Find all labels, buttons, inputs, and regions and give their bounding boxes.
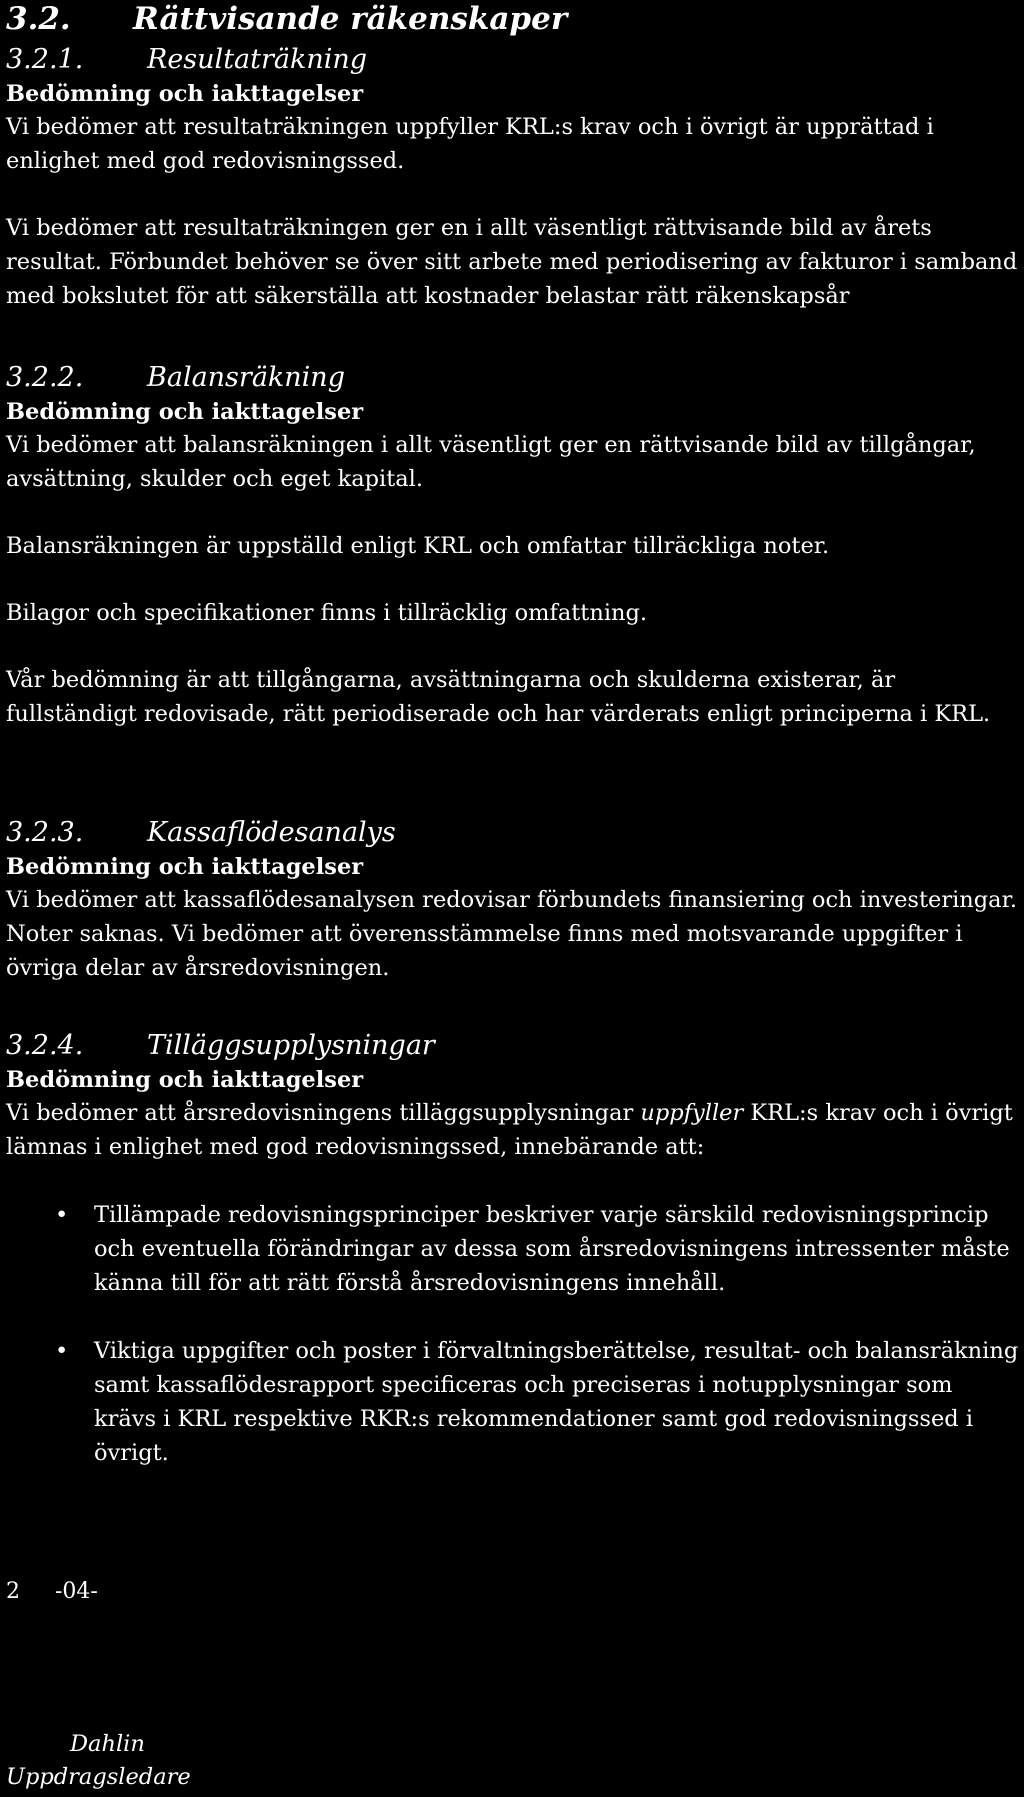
intro-text: Vi bedömer att årsredovisningens tilläggsupplysningar bbox=[6, 1100, 641, 1126]
subsection-title: Balansräkning bbox=[147, 362, 345, 393]
list-item bbox=[6, 1334, 1021, 1470]
assessment-label: Bedömning och iakttagelser bbox=[6, 81, 364, 107]
footer-date: 2 -04- bbox=[6, 1579, 98, 1604]
assessment-label: Bedömning och iakttagelser bbox=[6, 1067, 364, 1093]
subsection-heading bbox=[6, 360, 1021, 396]
paragraph: Bilagor och specifikationer finns i tillräcklig omfattning. bbox=[6, 600, 648, 626]
subsection-title: Kassaflödesanalys bbox=[147, 817, 396, 848]
paragraph: Vi bedömer att balansräkningen i allt väsentligt ger en rättvisande bild av tillgångar, avsättning, skulder och eget kapital. bbox=[6, 432, 976, 492]
subsection-heading bbox=[6, 42, 1021, 78]
paragraph: Vi bedömer att resultaträkningen uppfyller KRL:s krav och i övrigt är upprättad i enlighet med god redovisningssed. bbox=[6, 114, 934, 174]
subsection-tillaggsupplysningar bbox=[6, 1028, 1021, 1504]
signature-role: Uppdragsledare bbox=[6, 1764, 191, 1790]
list-item-text: Tillämpade redovisningsprinciper beskriver varje särskild redovisningsprincip och eventuella förändringar av dessa som årsredovisningens intressenter måste känna till för att rätt förstå årsredovisningens innehåll. bbox=[94, 1202, 1010, 1296]
subsection-balansrakning bbox=[6, 360, 1021, 731]
subsection-number: 3.2.2. bbox=[6, 362, 84, 393]
bullet-icon: • bbox=[55, 1202, 69, 1228]
list-item-text: Viktiga uppgifter och poster i förvaltningsberättelse, resultat- och balansräkning samt kassaflödesrapport specificeras och preciseras i notupplysningar som krävs i KRL respektive RKR:s rekommendationer samt god redovisningssed i övrigt. bbox=[94, 1338, 1019, 1466]
subsection-heading bbox=[6, 815, 1021, 851]
signature-name: Dahlin bbox=[70, 1731, 145, 1757]
section-title: Rättvisande räkenskaper bbox=[133, 1, 568, 37]
subsection-number: 3.2.3. bbox=[6, 817, 84, 848]
section-number: 3.2. bbox=[6, 1, 71, 37]
intro-emphasis: uppfyller bbox=[640, 1100, 744, 1126]
assessment-label: Bedömning och iakttagelser bbox=[6, 399, 364, 425]
subsection-kassaflodesanalys bbox=[6, 815, 1021, 985]
subsection-title: Resultaträkning bbox=[147, 44, 368, 75]
subsection-resultatrakning bbox=[6, 42, 1021, 313]
paragraph: Vi bedömer att kassaflödesanalysen redovisar förbundets finansiering och investeringar. Noter saknas. Vi bedömer att överensstämmelse finns med motsvarande uppgifter i övriga delar av årsredovisningen. bbox=[6, 887, 1018, 981]
subsection-number: 3.2.4. bbox=[6, 1030, 84, 1061]
assessment-label: Bedömning och iakttagelser bbox=[6, 854, 364, 880]
intro-text-continued: KRL:s krav och i övrigt lämnas i enlighet med god redovisningssed, innebärande att: bbox=[6, 1100, 1013, 1160]
paragraph: Vi bedömer att resultaträkningen ger en i allt väsentligt rättvisande bild av årets resultat. Förbundet behöver se över sitt arbete med periodisering av fakturor i samband med bokslutet för att säkerställa att kostnader belastar rätt räkenskapsår bbox=[6, 215, 1018, 309]
paragraph: Balansräkningen är uppställd enligt KRL och omfattar tillräckliga noter. bbox=[6, 533, 830, 559]
subsection-title: Tilläggsupplysningar bbox=[147, 1030, 435, 1061]
bullet-list bbox=[6, 1198, 1021, 1470]
subsection-heading bbox=[6, 1028, 1021, 1064]
intro-paragraph bbox=[6, 1096, 1021, 1164]
list-item bbox=[6, 1198, 1021, 1300]
bullet-icon: • bbox=[55, 1338, 69, 1364]
section-heading bbox=[6, 0, 567, 38]
subsection-number: 3.2.1. bbox=[6, 44, 84, 75]
paragraph: Vår bedömning är att tillgångarna, avsättningarna och skulderna existerar, är fullständigt redovisade, rätt periodiserade och har värderats enligt principerna i KRL. bbox=[6, 667, 991, 727]
